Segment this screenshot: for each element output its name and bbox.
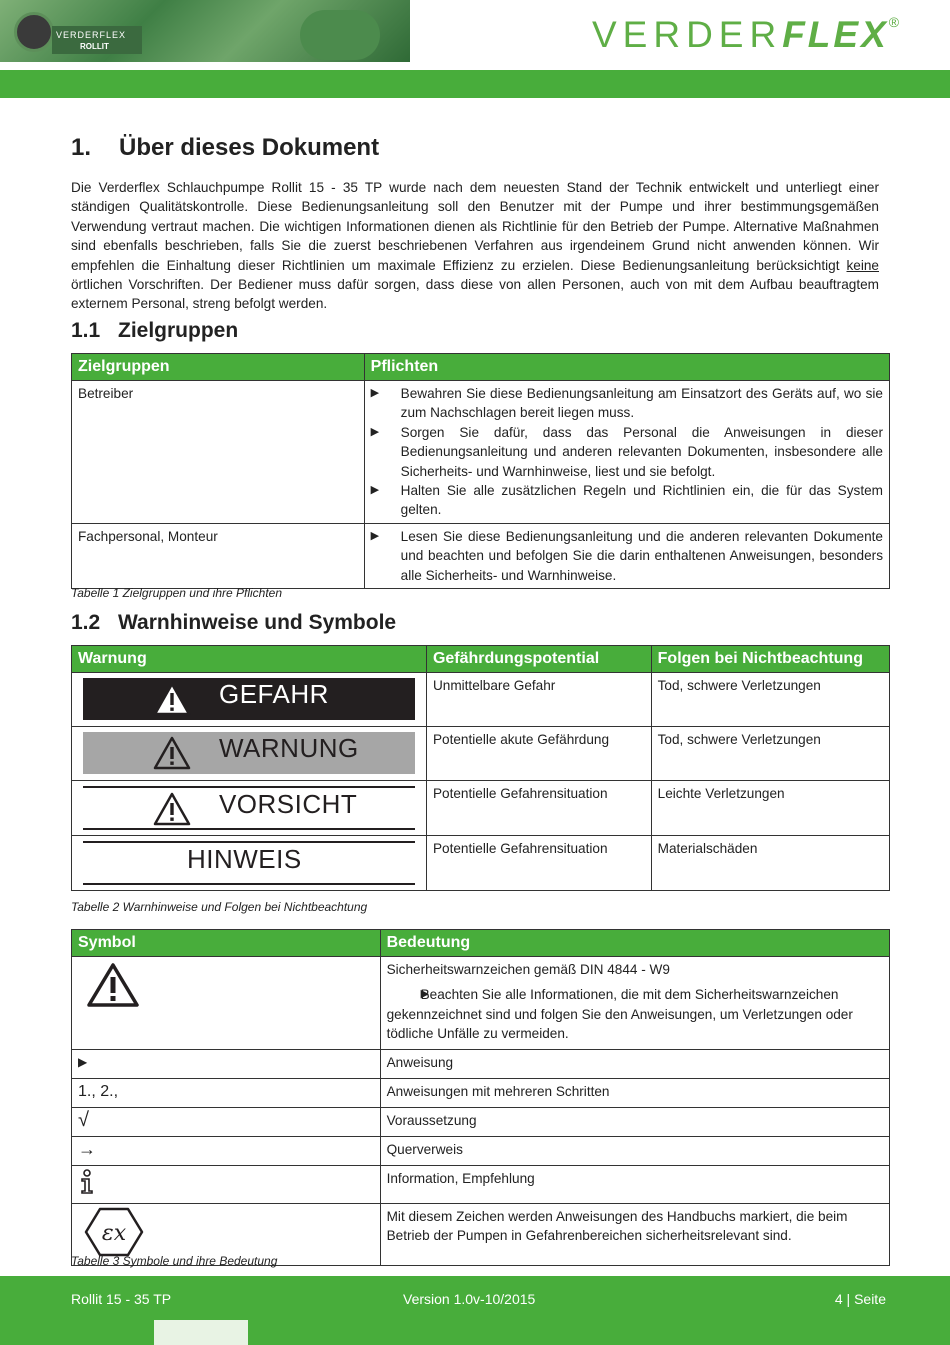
sign-label: WARNUNG [218,733,359,763]
table-row [72,1107,890,1136]
potential-cell: Potentielle akute Gefährdung [426,727,651,781]
target-groups-table [71,353,890,589]
header-green-bar [0,70,950,98]
table-header: Zielgruppen [72,354,365,381]
symbol-meaning: Information, Empfehlung [380,1165,889,1203]
pump-photo [0,0,410,62]
symbol-meaning-extra: ▶ Beachten Sie alle Informationen, die mit dem Sicherheitswarnzeichen gekennzeichnet sind und folgen Sie den Anweisungen, um Verletzungen oder tödliche Unfälle zu vermeiden. [387,985,883,1043]
symbol-meaning: Voraussetzung [380,1107,889,1136]
table-row [72,957,890,1050]
consequence-cell: Tod, schwere Verletzungen [651,673,889,727]
symbol-instruction: ▶ [72,1049,381,1078]
table-3-caption: Tabelle 3 Symbole und ihre Bedeutung [71,1254,278,1268]
symbol-meaning: Querverweis [380,1136,889,1165]
table-row [72,523,890,588]
consequence-cell: Tod, schwere Verletzungen [651,727,889,781]
sign-label: VORSICHT [218,789,358,819]
warning-sign [83,732,415,774]
sign-label: GEFAHR [218,679,329,709]
checkmark-icon: √ [72,1107,381,1136]
duties-cell [364,523,889,588]
arrow-right-icon: → [72,1136,381,1165]
warnings-table [71,645,890,891]
photo-brand-text: VERDERFLEX [56,30,127,40]
warning-triangle-icon [153,736,191,770]
warning-triangle-icon [153,792,191,826]
symbol-meaning: Anweisung [380,1049,889,1078]
duty-item: ▶ Lesen Sie diese Bedienungsanleitung und die anderen relevanten Dokumente und beachten und befolgen Sie die darin enthaltenen Anweisungen, besonders alle Sicherheits- und Warnhinweise. [371,527,883,585]
symbol-steps: 1., 2., [72,1078,381,1107]
potential-cell: Unmittelbare Gefahr [426,673,651,727]
table-row [72,673,890,727]
table-row [72,381,890,524]
ex-explosion-protection-icon [84,1207,144,1257]
page-footer [0,1276,950,1345]
section-1-1-heading: 1.1 Zielgruppen [71,319,239,342]
svg-text:εx: εx [101,1221,127,1247]
sign-label: HINWEIS [186,844,302,874]
footer-version: Version 1.0v-10/2015 [403,1291,536,1307]
table-row [72,781,890,836]
section-1-2-heading: 1.2 Warnhinweise und Symbole [71,611,397,634]
table-2-caption: Tabelle 2 Warnhinweise und Folgen bei Nichtbeachtung [71,900,368,914]
table-row [72,1136,890,1165]
duty-item: ▶ Bewahren Sie diese Bedienungsanleitung am Einsatzort des Geräts auf, wo sie zum Nachschlagen bereit liegen muss. [371,384,883,423]
symbol-meaning: Anweisungen mit mehreren Schritten [380,1078,889,1107]
consequence-cell: Materialschäden [651,836,889,891]
table-header: Gefährdungspotential [426,646,651,673]
safety-warning-triangle-icon [86,962,140,1008]
duties-cell [364,381,889,524]
duty-item: ▶ Sorgen Sie dafür, dass das Personal die Anweisungen in dieser Bedienungsanleitung und anderen relevanten Dokumenten, insbesondere alle Sicherheits- und Warnhinweise, liest und sie befolgt. [371,423,883,481]
pump-housing-image [300,10,380,60]
symbols-table [71,929,890,1266]
photo-model-text: ROLLIT [80,42,109,51]
notice-sign [83,841,415,885]
danger-sign [83,678,415,720]
group-cell: Betreiber [72,381,365,524]
duty-item: ▶ Halten Sie alle zusätzlichen Regeln und Richtlinien ein, die für das System gelten. [371,481,883,520]
table-header: Symbol [72,930,381,957]
table-row [72,1049,890,1078]
table-row [72,836,890,891]
warning-triangle-icon [153,682,191,716]
info-icon [78,1169,96,1195]
section-1-heading: 1. Über dieses Dokument [71,134,380,161]
page-header [0,0,950,70]
table-row [72,727,890,781]
pump-dial-image [14,12,54,52]
group-cell: Fachpersonal, Monteur [72,523,365,588]
table-header: Pflichten [364,354,889,381]
potential-cell: Potentielle Gefahrensituation [426,781,651,836]
table-header: Warnung [72,646,427,673]
verderflex-logo: VERDERFLEX® [592,14,900,55]
table-header: Bedeutung [380,930,889,957]
table-row [72,1078,890,1107]
symbol-meaning: Sicherheitswarnzeichen gemäß DIN 4844 - W9 [386,962,670,977]
table-header: Folgen bei Nichtbeachtung [651,646,889,673]
table-1-caption: Tabelle 1 Zielgruppen und ihre Pflichten [71,586,283,600]
footer-tab [154,1320,248,1345]
potential-cell: Potentielle Gefahrensituation [426,836,651,891]
table-row [72,1165,890,1203]
footer-product: Rollit 15 - 35 TP [71,1291,172,1307]
symbol-meaning: Mit diesem Zeichen werden Anweisungen des Handbuchs markiert, die beim Betrieb der Pumpen in Gefahrenbereichen sicherheitsrelevant sind. [380,1204,889,1266]
footer-page-number: 4 | Seite [834,1291,886,1307]
intro-paragraph: Die Verderflex Schlauchpumpe Rollit 15 - 35 TP wurde nach dem neuesten Stand der Technik entwickelt und unterliegt einer ständigen Qualitätskontrolle. Diese Bedienungsanleitung soll den Benutzer mit der Pumpe und ihrer bestimmungsgemäßen Verwendung vertraut machen. Die wichtigen Informationen dienen als Richtlinie für den Betrieb der Pumpe. Alternative Maßnahmen sind ebenfalls beschrieben, falls Sie die zuerst beschriebenen Verfahren aus irgendeinem Grund nicht anwenden können. Wir empfehlen die Einhaltung dieser Richtlinien um maximale Effizienz zu erzielen. Diese Bedienungsanleitung berücksichtigt keine örtlichen Vorschriften. Der Bediener muss dafür sorgen, dass diese von allen Personen, auch von mit dem Aufbau beauftragtem externem Personal, streng befolgt werden. [71,180,879,312]
caution-sign [83,786,415,830]
consequence-cell: Leichte Verletzungen [651,781,889,836]
